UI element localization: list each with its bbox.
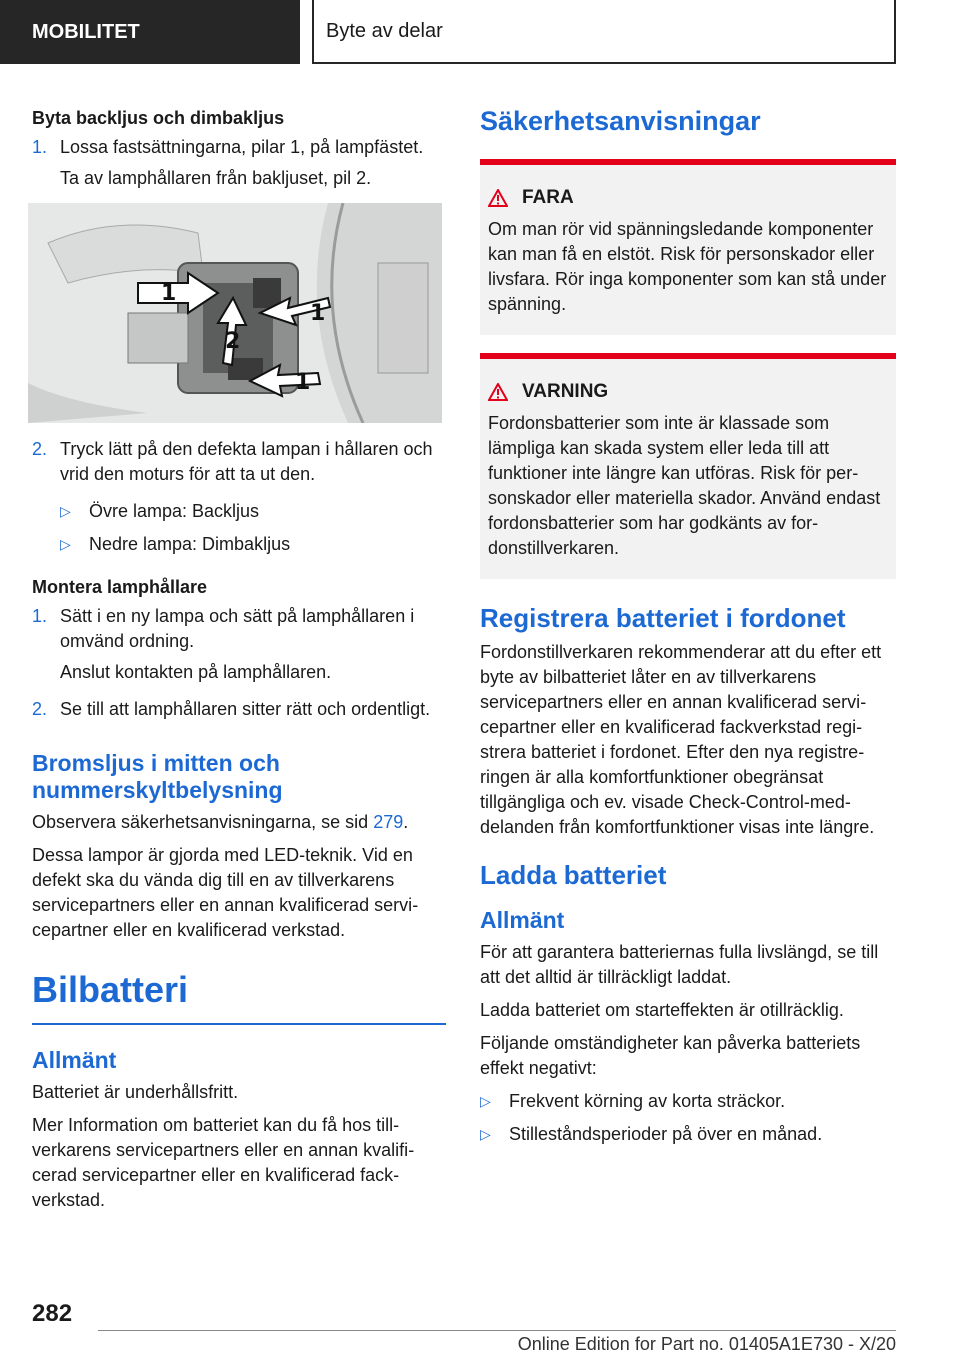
triangle-bullet-icon: ▷ [480,1093,491,1109]
warning-triangle-icon [488,383,508,401]
header-section-tab [0,0,300,64]
mount-heading: Montera lamphållare [32,577,208,597]
brake-light-heading: Bromsljus i mitten och nummerskyltbelysning [32,750,283,803]
step-text: Ta av lamphållaren från bakljuset, pil 2. [60,168,372,188]
charge-paragraph: Följande omständigheter kan påverka batteriets effekt negativt: [480,1033,861,1078]
heading-rule [32,1023,446,1025]
warning-text: Fordonsbatterier som inte är klassade som lämpliga kan skada system eller leda till att funktioner inte längre kan utföras. Risk för personskador eller materiella skador. Använd endast fordonsbatterier som har godkänts av fordonstillverkaren. [488,413,881,558]
bullet-text: Övre lampa: Backljus [89,501,260,521]
step-number: 1. [32,137,48,157]
general-paragraph: Batteriet är underhållsfritt. [32,1082,239,1102]
charge-heading: Ladda batteriet [480,860,667,890]
list-item [32,135,446,197]
brake-text-end: . [403,812,409,832]
warning-triangle-icon [488,189,508,207]
register-heading: Registrera batteriet i fordonet [480,603,846,633]
bullet-item [60,532,446,557]
general-paragraph: Mer Information om batteriet kan du få hos tillverkarens servicepartners eller en annan kvalificerad servicepartner eller en kvalificerad fackverkstad. [32,1115,415,1210]
step-number: 2. [32,699,48,719]
figure-label: 1 [161,281,177,306]
chapter-title: Byte av delar [326,19,443,42]
general-heading: Allmänt [32,1047,117,1073]
right-column [480,106,896,1155]
left-column [32,106,446,1221]
page-reference-link[interactable]: 279 [373,812,404,832]
general-heading-right: Allmänt [480,907,565,933]
bullet-text: Nedre lampa: Dimbakljus [89,534,291,554]
step-text: Se till att lamphållaren sitter rätt och ordentligt. [60,699,431,719]
bullet-item [480,1122,896,1147]
step-text: Tryck lätt på den defekta lampan i hållaren och vrid den moturs för att ta ut den. [60,439,433,484]
list-item [32,437,446,493]
list-item [32,604,446,691]
lamp-holder-illustration [28,203,442,423]
lamp-holder-figure [28,203,442,423]
footer-rule [98,1330,896,1331]
bullet-text: Frekvent körning av korta sträckor. [509,1091,786,1111]
footer-edition: Online Edition for Part no. 01405A1E730 - X/20 [517,1334,896,1354]
danger-text: Om man rör vid spänningsledande komponenter kan man få en elstöt. Risk för personskador eller livsfara. Rör inga komponenter som kan stå under spänning. [488,219,887,314]
warning-title-text: VARNING [522,381,609,402]
backlight-heading: Byta backljus och dimbakljus [32,108,285,128]
triangle-bullet-icon: ▷ [60,536,71,552]
brake-text: Observera säkerhetsanvisningarna, se sid [32,812,374,832]
triangle-bullet-icon: ▷ [480,1126,491,1142]
safety-heading: Säkerhetsanvisningar [480,106,761,136]
step-number: 2. [32,439,48,459]
charge-paragraph: Ladda batteriet om starteffekten är otillräcklig. [480,1000,844,1020]
battery-heading: Bilbatteri [32,969,189,1010]
bullet-item [60,499,446,524]
step-number: 1. [32,606,48,626]
figure-label: 1 [310,301,326,326]
warning-title [488,381,888,403]
step-text: Anslut kontakten på lamphållaren. [60,662,332,682]
bullet-item [480,1089,896,1114]
register-paragraph: Fordonstillverkaren rekommenderar att du efter ett byte av bilbatteriet låter en av tillverkarens servicepartners eller en annan kvalificerad servicepartner eller en kvalificerad fackverkstad registrera batteriet i fordonet. Efter den nya registreringen är alla komfortfunktioner obegränsat tillgängliga och ev. visade Check-Control-meddelanden från komfortfunktioner visas inte längre. [480,642,882,837]
bullet-text: Stilleståndsperioder på över en månad. [509,1124,823,1144]
brake-paragraph [32,810,446,835]
danger-box [480,159,896,335]
triangle-bullet-icon: ▷ [60,503,71,519]
section-label: MOBILITET [32,20,140,43]
header-chapter-title [312,0,896,64]
list-item [32,697,446,728]
step-text: Lossa fastsättningarna, pilar 1, på lampfästet. [60,137,424,157]
danger-title-text: FARA [522,187,574,208]
warning-box [480,353,896,579]
figure-label: 1 [295,370,311,395]
page-number: 282 [32,1300,73,1327]
step-text: Sätt i en ny lampa och sätt på lamphållaren i omvänd ordning. [60,606,415,651]
figure-label: 2 [225,329,241,354]
danger-title [488,187,888,209]
charge-paragraph: För att garantera batteriernas fulla livslängd, se till att det alltid är tillräckligt laddat. [480,942,879,987]
brake-paragraph: Dessa lampor är gjorda med LED-teknik. Vid en defekt ska du vända dig till en av tillverkarens servicepartners eller en annan kvalificerad servicepartner eller en kvalificerad verkstad. [32,845,419,940]
